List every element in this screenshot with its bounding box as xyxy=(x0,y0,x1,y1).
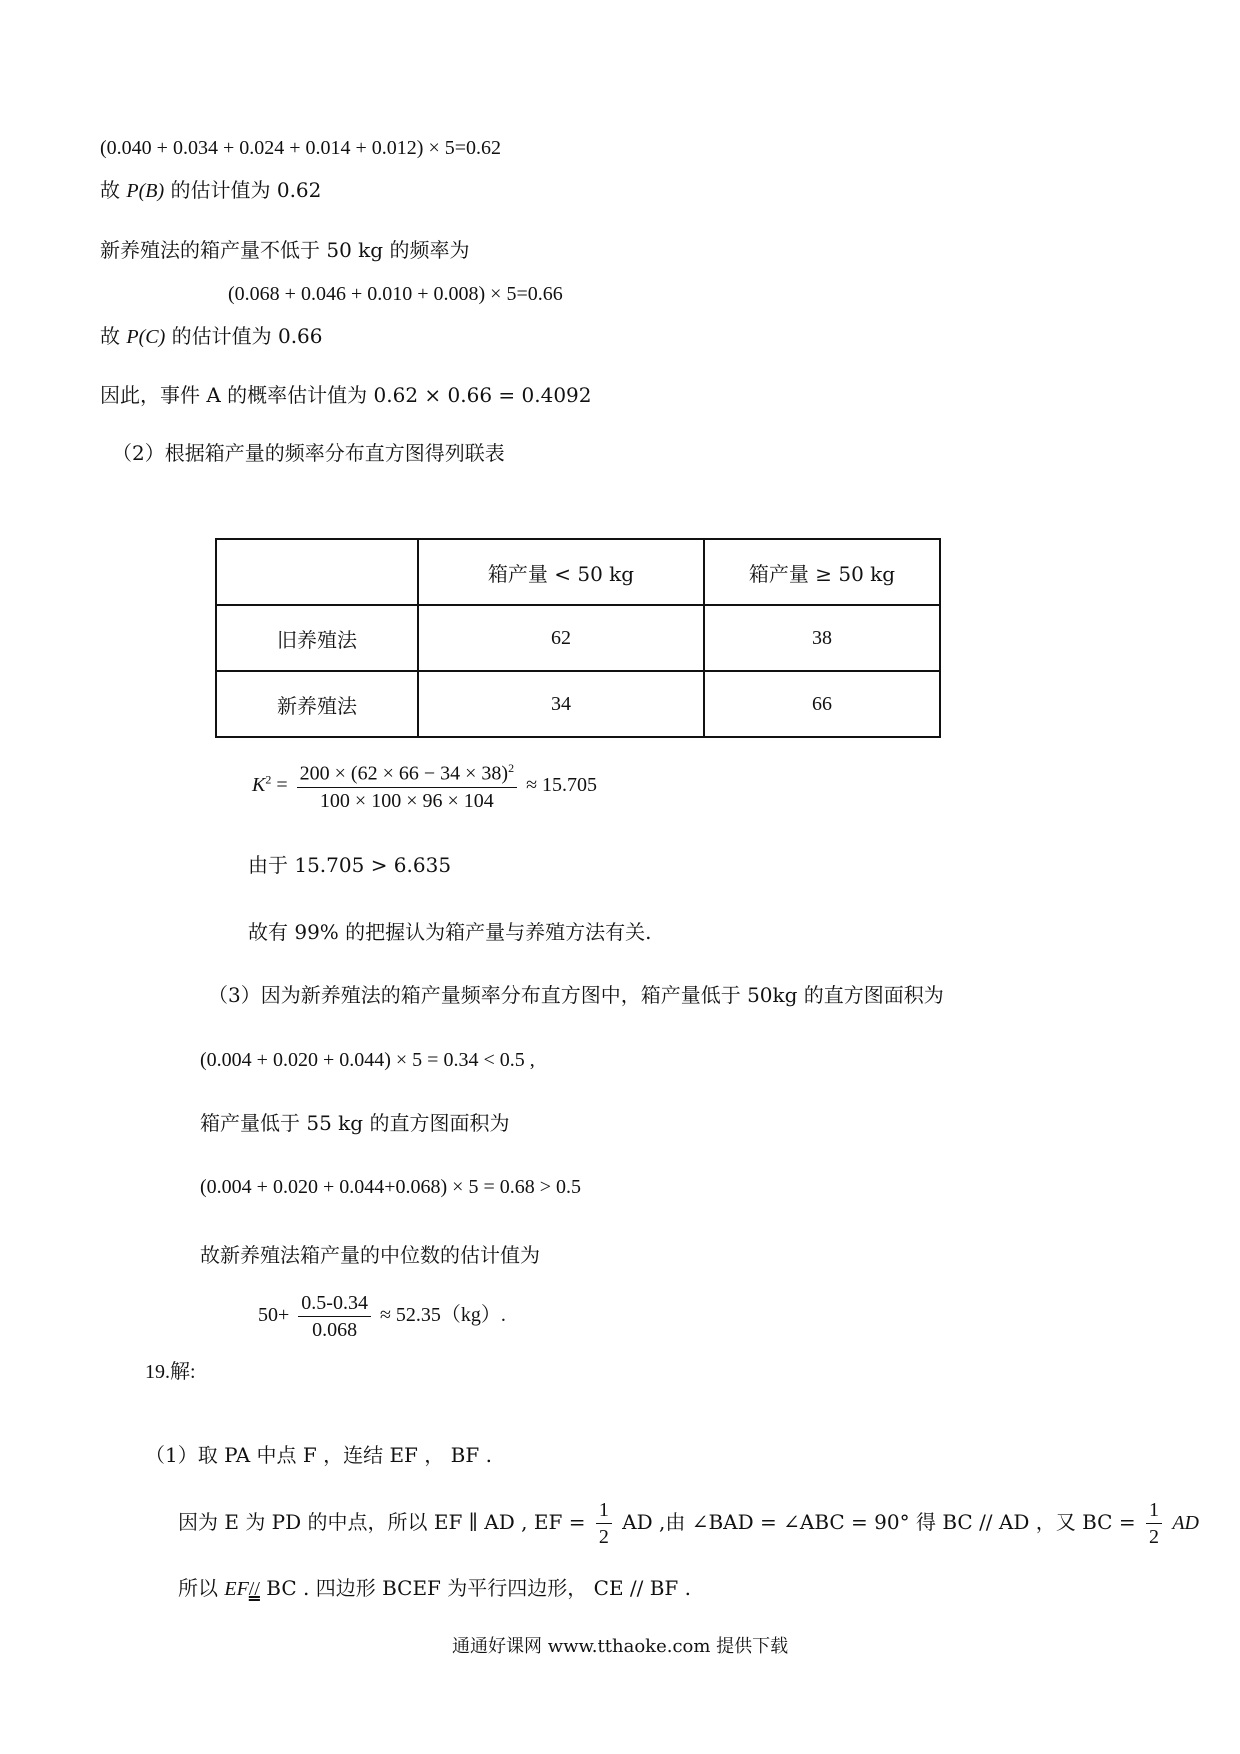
table-header-cell xyxy=(216,539,418,605)
step2-part-c: AD xyxy=(1172,1512,1199,1534)
step3-rest: BC . 四边形 BCEF 为平行四边形， CE // BF . xyxy=(266,1576,692,1600)
table-header-row xyxy=(216,539,940,605)
median-denominator: 0.068 xyxy=(312,1319,358,1341)
pc-prefix: 故 xyxy=(100,324,120,348)
table-cell: 62 xyxy=(418,605,704,671)
table-cell: 66 xyxy=(704,671,940,737)
k-squared-formula xyxy=(252,762,597,811)
half-fraction-1: $\frac{1}{2}$ xyxy=(596,1500,612,1547)
confidence-conclusion: 故有 99% 的把握认为箱产量与养殖方法有关. xyxy=(248,920,652,944)
area-below-50: (0.004 + 0.020 + 0.044) × 5 = 0.34 < 0.5 , xyxy=(200,1049,535,1071)
q19-step-3 xyxy=(178,1578,691,1599)
step3-ef: EF xyxy=(224,1578,249,1600)
event-a-conclusion: 因此，事件 A 的概率估计值为 0.62 × 0.66 = 0.4092 xyxy=(100,383,592,407)
comparison-line: 由于 15.705 > 6.635 xyxy=(248,853,452,877)
contingency-table xyxy=(215,538,941,738)
median-formula xyxy=(258,1293,506,1340)
median-numerator: 0.5-0.34 xyxy=(298,1293,371,1317)
area-below-55: (0.004 + 0.020 + 0.044+0.068) × 5 = 0.68 > 0.5 xyxy=(200,1176,581,1198)
new-method-frequency-line: 新养殖法的箱产量不低于 50 kg 的频率为 xyxy=(100,238,470,262)
table-header-cell: 箱产量 < 50 kg xyxy=(418,539,704,605)
page-footer: 通通好课网 www.tthaoke.com 提供下载 xyxy=(452,1636,789,1657)
equals-sign: = xyxy=(276,773,288,796)
pb-expression: P(B) xyxy=(126,180,165,202)
median-result: ≈ 52.35（kg）. xyxy=(379,1304,506,1327)
table-row xyxy=(216,671,940,737)
pc-suffix: 的估计值为 0.66 xyxy=(171,324,323,348)
sum-line-2: (0.068 + 0.046 + 0.010 + 0.008) × 5=0.66 xyxy=(228,283,563,305)
k-squared-numerator: $200 \times (62 \times 66 - 34 \times 38)^2$ xyxy=(297,762,517,788)
sum-line-1: (0.040 + 0.034 + 0.024 + 0.014 + 0.012) × 5=0.62 xyxy=(100,137,501,159)
pb-suffix: 的估计值为 0.62 xyxy=(170,178,322,202)
k-squared-result: ≈ 15.705 xyxy=(526,773,598,796)
parallel-equal-symbol: // xyxy=(248,1578,260,1600)
step2-part-b: AD ,由 ∠BAD = ∠ABC = 90° 得 BC // AD ，又 BC = xyxy=(622,1510,1136,1534)
step3-prefix: 所以 xyxy=(178,1576,218,1600)
table-row-label: 旧养殖法 xyxy=(216,605,418,671)
question-19-title: 19.解: xyxy=(145,1361,196,1383)
half-fraction-2: $\frac{1}{2}$ xyxy=(1146,1500,1162,1547)
median-prefix: 50+ xyxy=(258,1304,290,1327)
k-squared-fraction xyxy=(297,762,517,811)
table-row-label: 新养殖法 xyxy=(216,671,418,737)
median-fraction xyxy=(298,1293,371,1340)
q19-step-2 xyxy=(178,1500,1199,1547)
k-exponent: 2 xyxy=(265,772,272,787)
q19-step-1: （1）取 PA 中点 F ，连结 EF ， BF . xyxy=(145,1443,492,1467)
k-squared-denominator: 100 × 100 × 96 × 104 xyxy=(319,789,494,812)
step2-part-a: 因为 E 为 PD 的中点，所以 EF ∥ AD , EF = xyxy=(178,1510,586,1534)
k-symbol: K xyxy=(252,773,266,796)
part3-intro: （3）因为新养殖法的箱产量频率分布直方图中，箱产量低于 50kg 的直方图面积为 xyxy=(208,983,944,1007)
below-55-line: 箱产量低于 55 kg 的直方图面积为 xyxy=(200,1111,510,1135)
table-cell: 38 xyxy=(704,605,940,671)
part2-intro: （2）根据箱产量的频率分布直方图得列联表 xyxy=(112,441,505,465)
pb-estimate-line xyxy=(100,180,321,201)
table-header-cell: 箱产量 ≥ 50 kg xyxy=(704,539,940,605)
table-row xyxy=(216,605,940,671)
pb-prefix: 故 xyxy=(100,178,120,202)
pc-estimate-line xyxy=(100,326,323,347)
median-estimate-text: 故新养殖法箱产量的中位数的估计值为 xyxy=(200,1243,540,1267)
pc-expression: P(C) xyxy=(126,326,166,348)
table-cell: 34 xyxy=(418,671,704,737)
